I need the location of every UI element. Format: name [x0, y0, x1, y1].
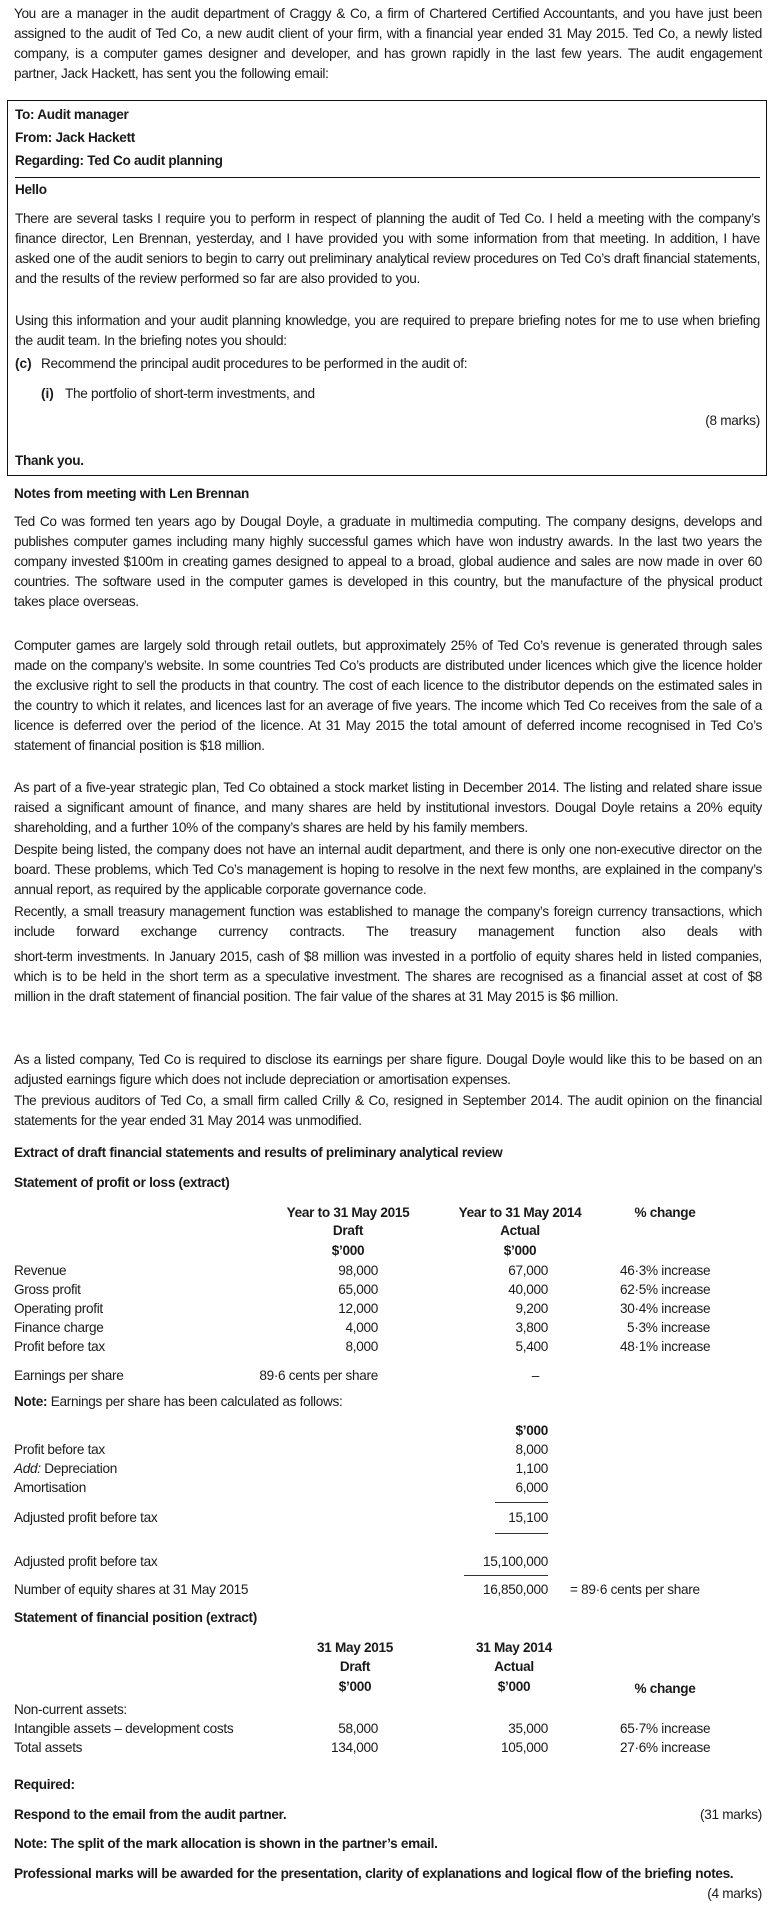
row-change-value: 62·5% increase [620, 1282, 711, 1297]
email-greeting: Hello [15, 182, 47, 197]
requirement-i-text: The portfolio of short-term investments, and [65, 386, 315, 401]
row-actual-value: 9,200 [515, 1301, 548, 1316]
fp-col1-header-date: 31 May 2015 [316, 1640, 394, 1655]
notes-heading: Notes from meeting with Len Brennan [14, 486, 249, 501]
required-respond: Respond to the email from the audit partner. [14, 1807, 287, 1822]
fp-col3-header: % change [634, 1681, 696, 1696]
requirement-i-label: (i) [41, 386, 54, 401]
required-respond-marks: (31 marks) [700, 1807, 762, 1822]
fp-col1-header-status: Draft [339, 1659, 371, 1674]
notes-paragraph: As part of a five-year strategic plan, Ted Co obtained a stock market listing in December 2014. The listing and related share issue raised a significant amount of finance, and many shares are held by institutional investors. Dougal Doyle retains a 20% equity shareholding, and a further 10% of the company’s shares are held by his family members. [14, 780, 762, 835]
extract-heading: Extract of draft financial statements and results of preliminary analytical review [14, 1145, 503, 1160]
row-change-value: 48·1% increase [620, 1339, 711, 1354]
email-from: From: Jack Hackett [15, 130, 136, 145]
row-label [14, 1459, 117, 1479]
pl-col1-header-status: Draft [332, 1223, 364, 1238]
fp-col1-header-unit: $’000 [338, 1679, 372, 1694]
row-change-value: 30·4% increase [620, 1301, 711, 1316]
row-value: 15,100 [508, 1510, 548, 1525]
section-label-row [0, 1700, 774, 1720]
email-to: To: Audit manager [15, 107, 129, 122]
pl-col2-header-unit: $’000 [503, 1243, 537, 1258]
row-label: Revenue [14, 1263, 67, 1278]
row-value: 8,000 [515, 1442, 548, 1457]
denominator-value: 16,850,000 [482, 1582, 548, 1597]
row-actual-value: 40,000 [508, 1282, 548, 1297]
row-draft-value: 134,000 [330, 1740, 378, 1755]
notes-paragraph: Despite being listed, the company does not have an internal audit department, and there is only one non-executive director on the board. These problems, which Ted Co’s management is hoping to resolve in the next few months, are explained in the company’s annual report, as required by the applicable corporate governance code. [14, 842, 762, 897]
depreciation-label: Depreciation [40, 1461, 117, 1476]
requirement-marks: (8 marks) [705, 413, 760, 428]
eps-calc-row [0, 1459, 774, 1479]
eps-result: = 89·6 cents per share [570, 1582, 700, 1597]
pl-col2-header-status: Actual [500, 1223, 540, 1238]
email-divider [15, 177, 760, 178]
row-change-value: 65·7% increase [620, 1721, 711, 1736]
total-rule [495, 1533, 548, 1534]
table-row [0, 1337, 774, 1357]
row-label: Number of equity shares at 31 May 2015 [14, 1582, 249, 1597]
section-label: Non-current assets: [14, 1702, 127, 1717]
numerator-value: 15,100,000 [482, 1554, 548, 1569]
financial-position-heading: Statement of financial position (extract) [14, 1610, 257, 1625]
eps-row [0, 1366, 774, 1386]
notes-paragraph: The previous auditors of Ted Co, a small firm called Crilly & Co, resigned in September 2014. The audit opinion on the financial statements for the year ended 31 May 2014 was unmodified. [14, 1093, 762, 1128]
eps-note [14, 1392, 343, 1412]
row-label: Profit before tax [14, 1442, 105, 1457]
table-row [0, 1738, 774, 1758]
email-signoff: Thank you. [15, 453, 84, 468]
fp-col2-header-unit: $’000 [497, 1679, 531, 1694]
table-row [0, 1261, 774, 1281]
notes-paragraph: As a listed company, Ted Co is required to disclose its earnings per share figure. Dougal Doyle would like this to be based on an adjusted earnings figure which does not include depreciation or amortisation expenses. [14, 1052, 762, 1087]
row-value: 1,100 [515, 1461, 548, 1476]
notes-paragraph: short-term investments. In January 2015, cash of $8 million was invested in a portfolio of equity shares held in listed companies, which is to be held in the short term as a speculative investment. The shares are recognised as a financial asset at cost of $8 million in the draft statement of financial position. The fair value of the shares at 31 May 2015 is $6 million. [14, 949, 762, 1004]
row-label: Adjusted profit before tax [14, 1554, 158, 1569]
table-row [0, 1719, 774, 1739]
notes-paragraph: Recently, a small treasury management function was established to manage the company’s foreign currency transactions, which include forward exchange currency contracts. The treasury management function also deals with [14, 904, 762, 939]
row-draft-value: 4,000 [345, 1320, 378, 1335]
row-label: Profit before tax [14, 1339, 105, 1354]
row-label: Finance charge [14, 1320, 104, 1335]
row-label: Total assets [14, 1740, 83, 1755]
fp-col2-header-date: 31 May 2014 [475, 1640, 553, 1655]
note-text: Earnings per share has been calculated as follows: [47, 1394, 343, 1409]
note-label: Note: [14, 1394, 48, 1409]
row-draft-value: 58,000 [338, 1721, 378, 1736]
row-actual-value: 35,000 [508, 1721, 548, 1736]
required-professional: Professional marks will be awarded for the presentation, clarity of explanations and logical flow of the briefing notes. [14, 1866, 734, 1881]
eps-subtotal-row [0, 1508, 774, 1528]
row-actual-value: 5,400 [515, 1339, 548, 1354]
row-change-value: 5·3% increase [627, 1320, 710, 1335]
pl-col1-header-unit: $’000 [331, 1243, 365, 1258]
intro-paragraph: You are a manager in the audit department of Craggy & Co, a firm of Chartered Certified Accountants, and you have just been assigned to the audit of Ted Co, a new audit client of your firm, with a financial year ended 31 May 2015. Ted Co, a newly listed company, is a computer games designer and developer, and has grown rapidly in the last few years. The audit engagement partner, Jack Hackett, has sent you the following email: [14, 6, 762, 81]
row-change-value: 46·3% increase [620, 1263, 711, 1278]
requirement-c-label: (c) [15, 356, 32, 371]
row-draft-value: 65,000 [338, 1282, 378, 1297]
pl-col2-header-year: Year to 31 May 2014 [458, 1205, 582, 1220]
email-paragraph-2: Using this information and your audit planning knowledge, you are required to prepare briefing notes for me to use when briefing the audit team. In the briefing notes you should: [15, 313, 760, 348]
row-value: 6,000 [515, 1480, 548, 1495]
row-draft-value: 98,000 [338, 1263, 378, 1278]
row-actual-value: 67,000 [508, 1263, 548, 1278]
eps-calc-row [0, 1478, 774, 1498]
notes-paragraph: Computer games are largely sold through retail outlets, but approximately 25% of Ted Co’s revenue is generated through sales made on the company’s website. In some countries Ted Co’s products are distributed under licences which give the licence holder the exclusive right to sell the products in that country. The cost of each licence to the distributor depends on the estimated sales in the country to which it relates, and licences last for an average of five years. The income which Ted Co receives from the sale of a licence is deferred over the period of the licence. At 31 May 2015 the total amount of deferred income recognised in Ted Co’s statement of financial position is $18 million. [14, 638, 762, 753]
subtotal-rule [495, 1502, 548, 1503]
eps-calc-row [0, 1440, 774, 1460]
add-label: Add: [14, 1461, 41, 1476]
table-row [0, 1280, 774, 1300]
row-draft-value: 12,000 [338, 1301, 378, 1316]
notes-paragraph: Ted Co was formed ten years ago by Dougal Doyle, a graduate in multimedia computing. The company designs, develops and publishes computer games including many highly successful games which have won industry awards. In the last two years the company invested $100m in creating games designed to appeal to a broad, global audience and sales are now made in over 60 countries. The software used in the computer games is developed in this country, but the manufacture of the physical product takes place overseas. [14, 514, 762, 609]
eps-denominator-row [0, 1580, 774, 1600]
row-actual-value: – [531, 1368, 539, 1383]
required-heading: Required: [14, 1777, 75, 1792]
row-draft-value: 89·6 cents per share [259, 1368, 378, 1383]
email-box [7, 100, 767, 476]
fraction-rule [464, 1575, 548, 1576]
pl-col1-header-year: Year to 31 May 2015 [286, 1205, 410, 1220]
row-change-value: 27·6% increase [620, 1740, 711, 1755]
row-label: Operating profit [14, 1301, 103, 1316]
required-professional-marks: (4 marks) [707, 1886, 762, 1901]
eps-unit-row [0, 1421, 774, 1441]
table-row [0, 1299, 774, 1319]
profit-loss-heading: Statement of profit or loss (extract) [14, 1175, 230, 1190]
row-label: Earnings per share [14, 1368, 124, 1383]
unit-header: $’000 [515, 1423, 548, 1438]
row-actual-value: 3,800 [515, 1320, 548, 1335]
email-paragraph-1: There are several tasks I require you to perform in respect of planning the audit of Ted Co. I held a meeting with the company’s finance director, Len Brennan, yesterday, and I have provided you with some information from that meeting. In addition, I have asked one of the audit seniors to begin to carry out preliminary analytical review procedures on Ted Co’s draft financial statements, and the results of the review performed so far are also provided to you. [15, 211, 760, 286]
required-note: Note: The split of the mark allocation is shown in the partner’s email. [14, 1836, 438, 1851]
row-label: Intangible assets – development costs [14, 1721, 234, 1736]
row-label: Amortisation [14, 1480, 86, 1495]
row-actual-value: 105,000 [500, 1740, 548, 1755]
pl-col3-header: % change [634, 1205, 696, 1220]
row-draft-value: 8,000 [345, 1339, 378, 1354]
fp-col2-header-status: Actual [494, 1659, 534, 1674]
requirement-c-text: Recommend the principal audit procedures to be performed in the audit of: [41, 356, 468, 371]
email-regarding: Regarding: Ted Co audit planning [15, 153, 223, 168]
row-label: Adjusted profit before tax [14, 1510, 158, 1525]
table-row [0, 1318, 774, 1338]
eps-numerator-row [0, 1552, 774, 1572]
row-label: Gross profit [14, 1282, 81, 1297]
